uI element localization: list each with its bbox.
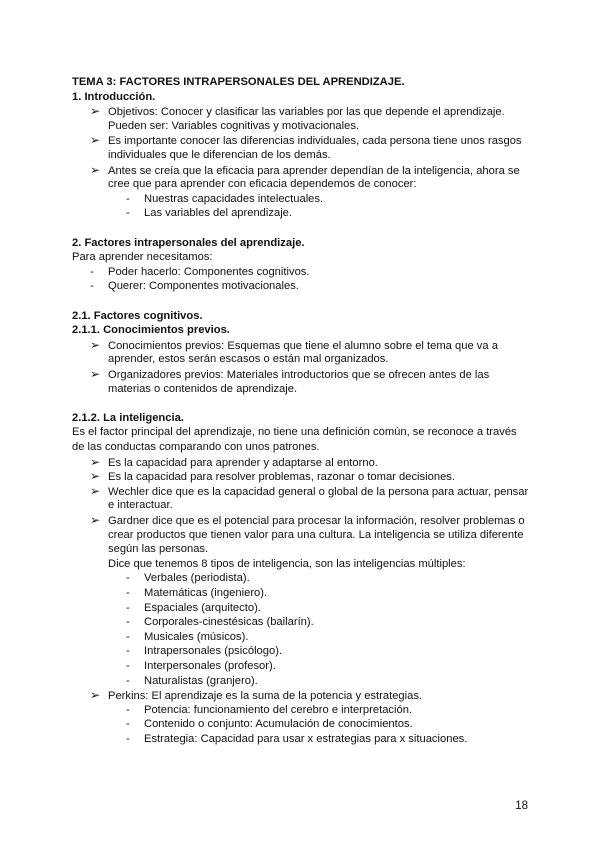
line-text: Perkins: El aprendizaje es la suma de la potencia y estrategias.: [108, 690, 423, 703]
dash-bullet-icon: -: [126, 674, 130, 687]
arrow-bullet-icon: ➢: [90, 454, 101, 469]
line-text: individuales que le diferencian de los demás.: [108, 149, 331, 161]
line-text: Conocimientos previos: Esquemas que tiene el alumno sobre el tema que va a: [108, 339, 498, 352]
dash-bullet-icon: -: [126, 207, 130, 220]
line-text: según las personas.: [108, 543, 209, 556]
line-text: Musicales (músicos).: [144, 630, 249, 643]
list-item: [90, 279, 299, 294]
list-item: [90, 367, 489, 383]
dash-bullet-icon: -: [126, 645, 130, 658]
line-text: Dice que tenemos 8 tipos de inteligencia, son las inteligencias múltiples:: [108, 557, 466, 570]
line-text: Es importante conocer las diferencias individuales, cada persona tiene unos rasgos: [108, 135, 522, 148]
heading: [72, 411, 184, 426]
line-text: Es la capacidad para aprender y adaptarse al entorno.: [108, 456, 378, 469]
line-text: Objetivos: Conocer y clasificar las variables por las que depende el aprendizaje.: [108, 106, 505, 119]
dash-bullet-icon: -: [126, 630, 130, 643]
dash-bullet-icon: -: [90, 265, 94, 278]
dash-bullet-icon: -: [126, 703, 130, 716]
paragraph-line: [72, 250, 213, 265]
arrow-bullet-icon: ➢: [90, 688, 101, 703]
line-text: Pueden ser: Variables cognitivas y motivacionales.: [108, 119, 360, 132]
paragraph-line: [108, 382, 297, 397]
arrow-bullet-icon: ➢: [90, 104, 101, 119]
line-text: Es la capacidad para resolver problemas, razonar o tomar decisiones.: [108, 471, 455, 484]
arrow-bullet-icon: ➢: [90, 162, 101, 177]
line-text: de las conductas comparando con unos patrones.: [72, 441, 320, 453]
arrow-bullet-icon: ➢: [90, 483, 101, 498]
dash-bullet-icon: -: [126, 616, 130, 629]
page-number: 18: [515, 800, 528, 812]
list-item: [126, 586, 267, 601]
list-item: [126, 206, 292, 221]
list-item: [126, 717, 413, 732]
line-text: Naturalistas (granjero).: [144, 674, 258, 687]
line-text: Intrapersonales (psicólogo).: [144, 645, 283, 658]
dash-bullet-icon: -: [126, 587, 130, 599]
list-item: [126, 571, 250, 586]
paragraph-line: [72, 440, 320, 455]
line-text: 2.1.1. Conocimientos previos.: [72, 324, 230, 337]
arrow-bullet-icon: ➢: [90, 133, 101, 148]
line-text: Potencia: funcionamiento del cerebro e interpretación.: [144, 703, 413, 716]
list-item: [126, 601, 261, 616]
line-text: Matemáticas (ingeniero).: [144, 587, 268, 599]
line-text: e interactuar.: [108, 499, 173, 512]
dash-bullet-icon: -: [126, 718, 130, 731]
line-text: aprender, estos serán escasos o están mal organizados.: [108, 353, 389, 366]
line-text: Espaciales (arquitecto).: [144, 601, 261, 614]
line-text: Interpersonales (profesor).: [144, 660, 276, 672]
list-item: [90, 163, 520, 179]
list-item: [126, 644, 282, 659]
list-item: [126, 192, 323, 207]
heading: [72, 309, 203, 324]
list-item: [126, 703, 412, 718]
line-text: Querer: Componentes motivacionales.: [108, 280, 299, 293]
arrow-bullet-icon: ➢: [90, 337, 101, 352]
line-text: Poder hacerlo: Componentes cognitivos.: [108, 265, 310, 278]
list-item: [90, 484, 528, 500]
paragraph-line: [108, 177, 416, 192]
arrow-bullet-icon: ➢: [90, 469, 101, 484]
paragraph-line: [108, 119, 359, 134]
list-item: [90, 104, 505, 120]
line-text: materias o contenidos de aprendizaje.: [108, 382, 298, 395]
paragraph-line: [108, 498, 173, 513]
arrow-bullet-icon: ➢: [90, 367, 101, 381]
line-text: Es el factor principal del aprendizaje, no tiene una definición común, se reconoce a través: [72, 426, 517, 439]
paragraph-line: [108, 542, 208, 557]
line-text: Gardner dice que es el potencial para procesar la información, resolver problemas o: [108, 515, 525, 527]
heading: [72, 90, 155, 105]
line-text: Wechler dice que es la capacidad general o global de la persona para actuar, pensar: [108, 485, 529, 498]
paragraph-line: [72, 425, 517, 440]
line-text: Contenido o conjunto: Acumulación de conocimientos.: [144, 718, 413, 731]
list-item: [90, 133, 522, 149]
paragraph-line: [108, 557, 466, 572]
arrow-bullet-icon: ➢: [90, 513, 101, 527]
list-item: [90, 338, 498, 354]
line-text: 1. Introducción.: [72, 90, 156, 103]
line-text: Corporales-cinestésicas (bailarín).: [144, 616, 314, 629]
paragraph-line: [108, 352, 388, 367]
list-item: [90, 265, 310, 280]
line-text: Organizadores previos: Materiales introductorios que se ofrecen antes de las: [108, 369, 490, 381]
line-text: 2.1.2. La inteligencia.: [72, 411, 184, 424]
dash-bullet-icon: -: [126, 733, 130, 745]
line-text: Las variables del aprendizaje.: [144, 207, 293, 220]
list-item: [126, 674, 258, 689]
line-text: Antes se creía que la eficacia para aprender dependían de la inteligencia, ahora se: [108, 164, 520, 177]
dash-bullet-icon: -: [126, 192, 130, 205]
dash-bullet-icon: -: [126, 660, 130, 672]
line-text: cree que para aprender con eficacia dependemos de conocer:: [108, 178, 417, 191]
dash-bullet-icon: -: [126, 572, 130, 585]
line-text: 2.1. Factores cognitivos.: [72, 309, 203, 322]
heading: [72, 236, 305, 251]
dash-bullet-icon: -: [90, 280, 94, 293]
line-text: TEMA 3: FACTORES INTRAPERSONALES DEL APRENDIZAJE.: [72, 76, 405, 88]
paragraph-line: [108, 528, 523, 543]
list-item: [90, 469, 455, 485]
heading: [72, 323, 230, 338]
list-item: [90, 455, 378, 471]
line-text: 2. Factores intrapersonales del aprendizaje.: [72, 236, 305, 249]
line-text: crear productos que tienen valor para una cultura. La inteligencia se utiliza diferente: [108, 528, 524, 541]
line-text: Estrategia: Capacidad para usar x estrategias para x situaciones.: [144, 733, 468, 745]
list-item: [126, 659, 276, 674]
line-text: Nuestras capacidades intelectuales.: [144, 192, 324, 205]
list-item: [126, 615, 314, 630]
paragraph-line: [108, 148, 331, 163]
line-text: Verbales (periodista).: [144, 572, 250, 585]
list-item: [126, 732, 467, 747]
heading: [72, 75, 405, 90]
dash-bullet-icon: -: [126, 601, 130, 614]
list-item: [126, 630, 248, 645]
line-text: Para aprender necesitamos:: [72, 251, 213, 264]
list-item: [90, 513, 525, 529]
list-item: [90, 688, 422, 704]
